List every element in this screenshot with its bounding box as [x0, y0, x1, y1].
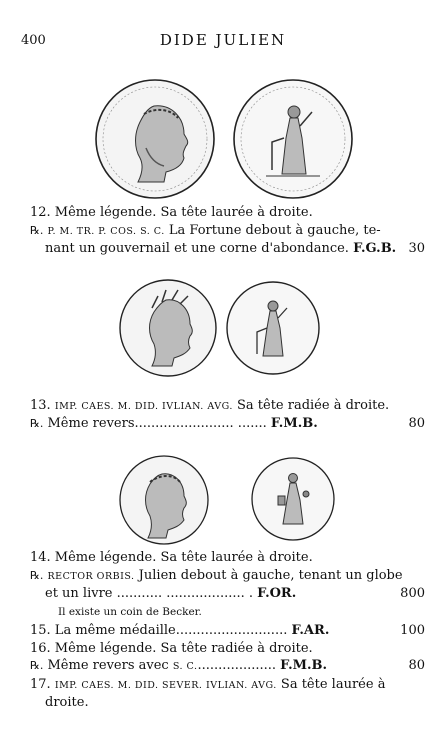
entry-14-obverse: 14. Même légende. Sa tête laurée à droite.	[30, 550, 313, 565]
leader-dots: ...................	[197, 658, 277, 673]
entry-12-reverse-line1	[30, 223, 381, 240]
reverse-mark: ℞.	[30, 569, 44, 582]
entry-description: 15. La même médaille	[30, 623, 176, 638]
leader-dots: ........... ................... .	[116, 586, 254, 601]
coin-13-obverse	[118, 278, 218, 378]
reverse-description: Même revers avec	[47, 658, 169, 673]
grade: F.M.B.	[280, 658, 328, 673]
obverse-legend: IMP. CAES. M. DID. SEVER. IVLIAN. AVG.	[54, 680, 277, 691]
entry-number: 13.	[30, 398, 51, 413]
value: 30	[408, 241, 425, 256]
reverse-description-cont: nant un gouvernail et une corne d'abondance.	[45, 241, 349, 256]
reverse-description: Même revers	[47, 416, 135, 431]
coin-14-obverse	[118, 454, 210, 546]
reverse-mark: ℞.	[30, 659, 44, 672]
coin-13-reverse	[225, 280, 321, 376]
value: 100	[400, 623, 425, 638]
coin-12-obverse	[94, 78, 216, 200]
leader-dots: ...........................	[175, 623, 288, 638]
reverse-mark: ℞.	[30, 417, 44, 430]
entry-15	[30, 623, 425, 639]
page-number: 400	[21, 33, 46, 48]
coin-14-reverse	[250, 456, 336, 542]
value: 80	[408, 416, 425, 431]
entry-13-obverse	[30, 398, 389, 415]
entry-14-reverse-line1	[30, 568, 403, 585]
grade: F.M.B.	[270, 416, 318, 431]
obverse-description: Sa tête radiée à droite.	[236, 398, 390, 413]
entry-12-obverse: 12. Même légende. Sa tête laurée à droite.	[30, 205, 313, 220]
grade: F.OR.	[257, 586, 297, 601]
entry-14-reverse-line2	[45, 586, 425, 602]
grade: F.G.B.	[353, 241, 397, 256]
entry-number: 17.	[30, 677, 51, 692]
entry-17-obverse	[30, 677, 385, 694]
leader-dots: ........................ .......	[134, 416, 267, 431]
entry-16-reverse	[30, 658, 425, 675]
entry-13-reverse	[30, 416, 425, 432]
obverse-legend: IMP. CAES. M. DID. IVLIAN. AVG.	[54, 401, 233, 412]
running-title: DIDE JULIEN	[159, 31, 287, 49]
entry-16-obverse: 16. Même légende. Sa tête radiée à droite.	[30, 641, 313, 656]
value: 800	[400, 586, 425, 601]
reverse-mark: ℞.	[30, 224, 44, 237]
reverse-legend: S. C.	[172, 661, 198, 672]
entry-17-obverse-cont: droite.	[45, 695, 89, 710]
reverse-legend: P. M. TR. P. COS. S. C.	[47, 226, 165, 237]
entry-12-reverse-line2	[45, 241, 425, 257]
reverse-description: Julien debout à gauche, tenant un globe	[138, 568, 403, 583]
value: 80	[408, 658, 425, 673]
entry-14-note: Il existe un coin de Becker.	[58, 606, 202, 618]
obverse-description: Sa tête laurée à	[280, 677, 386, 692]
reverse-description: La Fortune debout à gauche, te-	[168, 223, 381, 238]
coin-12-reverse	[232, 78, 354, 200]
grade: F.AR.	[291, 623, 330, 638]
reverse-description-cont: et un livre	[45, 586, 113, 601]
reverse-legend: RECTOR ORBIS.	[47, 571, 135, 582]
